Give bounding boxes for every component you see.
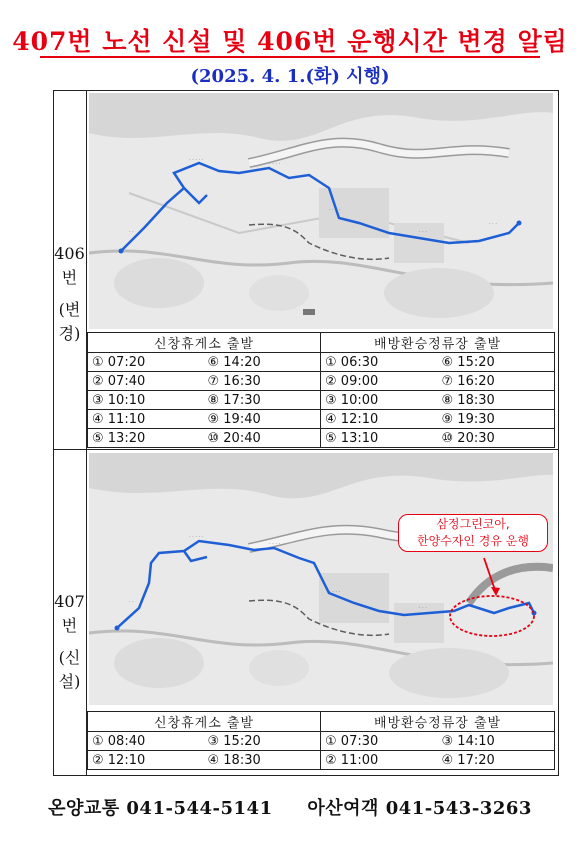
departure-time: ② 09:00 (321, 372, 438, 391)
svg-text:· · ·: · · · (419, 605, 427, 611)
departure-time: ⑧ 18:30 (438, 391, 555, 410)
svg-text:· · · ·: · · · · (329, 207, 341, 213)
departure-time: ④ 12:10 (321, 410, 438, 429)
svg-text:· · · · ·: · · · · · (189, 534, 204, 540)
departure-time: ⑥ 14:20 (204, 353, 321, 372)
departure-time: ④ 11:10 (88, 410, 204, 429)
departure-heading: 배방환승정류장 출발 (321, 712, 555, 732)
contact-footer (0, 794, 580, 820)
route-407-map (89, 453, 553, 705)
callout-line: 한양수자인 경유 운행 (417, 534, 529, 548)
departure-time: ② 12:10 (88, 751, 204, 770)
detour-callout (398, 514, 548, 552)
departure-time: ⑩ 20:40 (204, 429, 321, 448)
svg-text:· ·: · · (129, 229, 134, 235)
departure-time: ⑨ 19:30 (438, 410, 555, 429)
notice-title: 407번 노선 신설 및 406번 운행시간 변경 알림 (12, 27, 568, 56)
departure-time: ① 07:20 (88, 353, 204, 372)
departure-time: ⑦ 16:30 (204, 372, 321, 391)
departure-time: ⑥ 15:20 (438, 353, 555, 372)
departure-time: ② 07:40 (88, 372, 204, 391)
title-underline (40, 56, 540, 58)
departure-time: ③ 14:10 (438, 732, 555, 751)
departure-time: ① 08:40 (88, 732, 204, 751)
section-divider (53, 449, 559, 450)
route-number: 406번 (54, 244, 85, 287)
departure-time: ② 11:00 (321, 751, 438, 770)
route-status: (신설) (58, 648, 81, 691)
route-status: (변경) (58, 300, 81, 343)
departure-heading: 신창휴게소 출발 (88, 333, 321, 353)
svg-text:· · ·: · · · (489, 221, 497, 227)
departure-time: ④ 18:30 (204, 751, 321, 770)
departure-time: ⑤ 13:20 (88, 429, 204, 448)
departure-time: ① 06:30 (321, 353, 438, 372)
operator-contact: 아산여객 041-543-3263 (307, 798, 532, 819)
departure-time: ⑦ 16:20 (438, 372, 555, 391)
svg-text:· · ·: · · · (419, 229, 427, 235)
route-406-label (53, 242, 86, 346)
svg-text:· · · ·: · · · · (269, 541, 281, 547)
svg-text:· · · ·: · · · · (269, 161, 281, 167)
departure-time: ④ 17:20 (438, 751, 555, 770)
effective-date: (2025. 4. 1.(화) 시행) (190, 66, 390, 87)
callout-line: 삼정그린코아, (436, 517, 510, 531)
departure-time: ⑤ 13:10 (321, 429, 438, 448)
departure-time: ③ 10:00 (321, 391, 438, 410)
departure-heading: 신창휴게소 출발 (88, 712, 321, 732)
svg-text:· · · · ·: · · · · · (189, 157, 204, 163)
route-406-timetable (87, 332, 555, 448)
route-406-map (89, 93, 553, 329)
departure-time: ① 07:30 (321, 732, 438, 751)
route-407-label (53, 590, 86, 694)
departure-time: ⑩ 20:30 (438, 429, 555, 448)
svg-text:· · · ·: · · · · (329, 589, 341, 595)
route-number: 407번 (54, 592, 85, 635)
departure-time: ③ 10:10 (88, 391, 204, 410)
departure-time: ⑧ 17:30 (204, 391, 321, 410)
departure-heading: 배방환승정류장 출발 (321, 333, 555, 353)
departure-time: ⑨ 19:40 (204, 410, 321, 429)
svg-text:· ·: · · (129, 599, 134, 605)
operator-contact: 온양교통 041-544-5141 (48, 798, 273, 819)
route-407-timetable (87, 711, 555, 770)
departure-time: ③ 15:20 (204, 732, 321, 751)
